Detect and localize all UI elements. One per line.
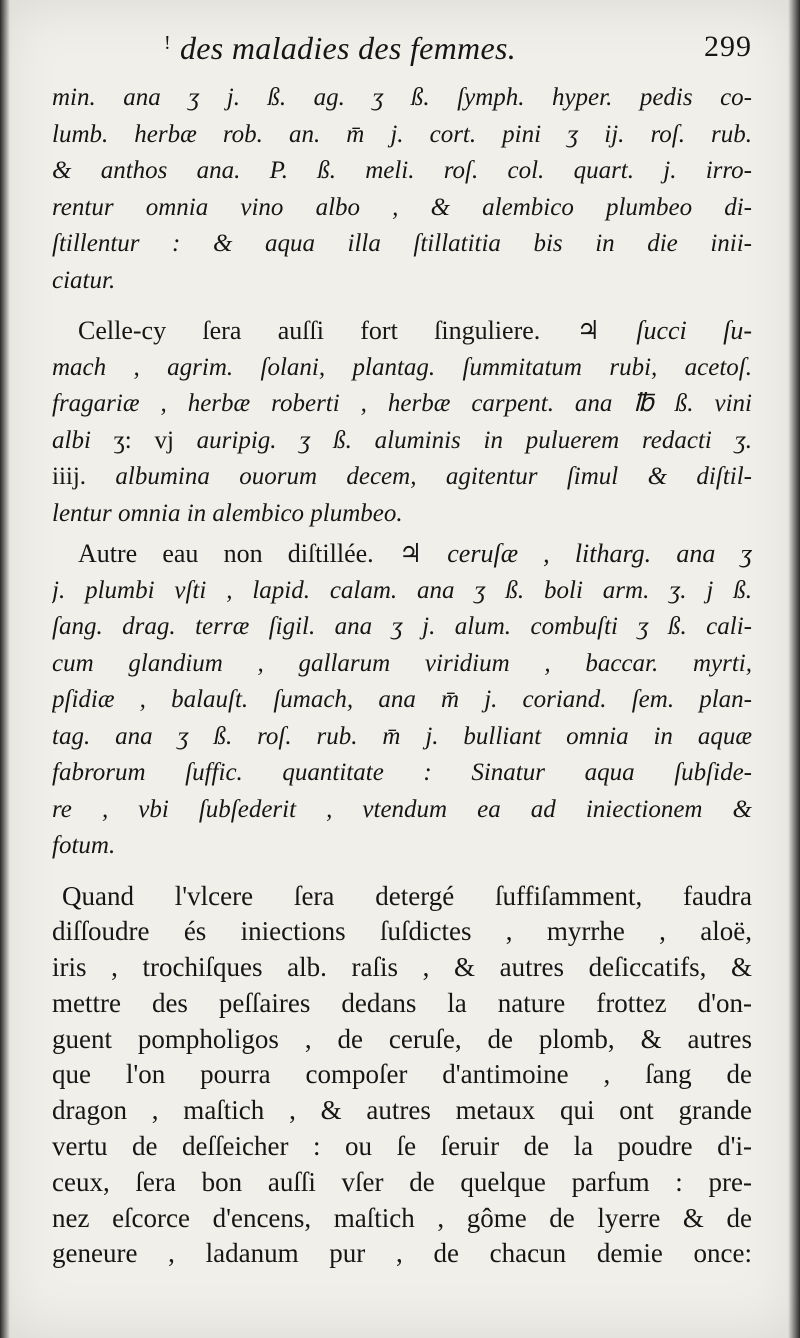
text-run: ſang. drag. terræ ſigil. ana ʒ j. alum. combuſti ʒ ß. cali- bbox=[52, 613, 752, 640]
body-text bbox=[52, 80, 752, 1272]
text-line bbox=[52, 536, 752, 573]
text-run: iiij. bbox=[52, 463, 116, 490]
header-mark: ǃ bbox=[164, 32, 171, 54]
paragraph-celle-cy-recipe bbox=[52, 313, 752, 532]
text-run: ♃ ſucci ſu- bbox=[576, 316, 752, 345]
text-line: vertu de deſſeicher : ou ſe ſeruir de la poudre d'i- bbox=[52, 1131, 752, 1162]
text-line: geneure , ladanum pur , de chacun demie once: bbox=[52, 1238, 752, 1269]
text-run: tag. ana ʒ ß. roſ. rub. m̄ j. bulliant omnia in aquæ bbox=[52, 722, 752, 750]
text-run: Autre eau non diſtillée. bbox=[78, 539, 399, 568]
text-line: ceux, ſera bon auſſi vſer de quelque parfum : pre- bbox=[52, 1166, 752, 1197]
text-line bbox=[52, 350, 752, 387]
text-line bbox=[52, 682, 752, 719]
paragraph-quand-lvlcere bbox=[52, 879, 752, 1273]
text-run: Celle-cy ſera auſſi fort ſinguliere. bbox=[78, 316, 577, 345]
text-line: nez eſcorce d'encens, maſtich , gôme de lyerre & de bbox=[52, 1202, 752, 1233]
text-run: fotum. bbox=[52, 832, 116, 859]
page-header bbox=[150, 30, 752, 74]
text-line: guent pompholigos , de ceruſe, de plomb, & autres bbox=[52, 1023, 752, 1054]
text-line bbox=[52, 755, 752, 792]
page-number: 299 bbox=[704, 30, 752, 63]
text-line: min. ana ʒ j. ß. ag. ʒ ß. ſymph. hyper. pedis co- bbox=[52, 84, 752, 111]
text-line: lumb. herbæ rob. an. m̄ j. cort. pini ʒ ij. roſ. rub. bbox=[52, 120, 752, 148]
text-line: ciatur. bbox=[52, 266, 116, 294]
text-line: Quand l'vlcere ſera detergé ſuffiſamment, faudra bbox=[62, 880, 752, 911]
text-run: auripig. ʒ ß. aluminis in puluerem redacti ʒ. bbox=[196, 426, 752, 454]
text-run: lentur omnia in alembico plumbeo. bbox=[52, 499, 403, 527]
text-line: mettre des peſſaires dedans la nature frottez d'on- bbox=[52, 987, 752, 1018]
text-line: iris , trochiſques alb. raſis , & autres deſiccatifs, & bbox=[52, 952, 752, 983]
text-line: diſſoudre és iniections ſuſdictes , myrrhe , aloë, bbox=[52, 916, 752, 947]
page-edge-shadow-left bbox=[0, 0, 10, 1338]
text-run: cum glandium , gallarum viridium , baccar. myrti, bbox=[52, 649, 752, 677]
text-line: rentur omnia vino albo , & alembico plumbeo di- bbox=[52, 193, 752, 221]
text-line bbox=[52, 609, 752, 646]
text-line: & anthos ana. P. ß. meli. roſ. col. quart. j. irro- bbox=[52, 157, 752, 184]
text-line bbox=[52, 459, 752, 496]
text-run: fabrorum ſuffic. quantitate : Sinatur aqua ſubſide- bbox=[52, 759, 752, 786]
text-line bbox=[52, 313, 752, 350]
paragraph-autre-eau-recipe bbox=[52, 536, 752, 865]
text-line bbox=[52, 386, 752, 423]
text-line bbox=[52, 828, 752, 865]
text-line bbox=[52, 719, 752, 756]
text-run: fragariæ , herbæ roberti , herbæ carpent. ana ℔ ß. vini bbox=[52, 390, 752, 417]
text-line: dragon , maſtich , & autres metaux qui ont grande bbox=[52, 1095, 752, 1126]
running-title: des maladies des femmes. bbox=[180, 30, 517, 66]
text-run: re , vbi ſubſederit , vtendum ea ad iniectionem & bbox=[52, 795, 752, 823]
text-line bbox=[52, 423, 752, 460]
paragraph-latin-recipe-continued bbox=[52, 80, 752, 299]
text-line bbox=[52, 792, 752, 829]
text-line: ſtillentur : & aqua illa ſtillatitia bis in die inii- bbox=[52, 230, 752, 257]
text-run: ♃ ceruſæ , litharg. ana ʒ bbox=[398, 539, 752, 568]
text-run: pſidiæ , balauſt. ſumach, ana m̄ j. coriand. ſem. plan- bbox=[52, 686, 752, 713]
text-run: albumina ouorum decem, agitentur ſimul & diſtil- bbox=[115, 463, 752, 490]
text-run: albi bbox=[52, 426, 114, 454]
text-line bbox=[52, 573, 752, 610]
text-run: ʒ: vj bbox=[113, 426, 197, 454]
text-line: que l'on pourra compoſer d'antimoine , ſang de bbox=[52, 1059, 752, 1090]
text-run: mach , agrim. ſolani, plantag. ſummitatum rubi, acetoſ. bbox=[52, 353, 752, 381]
page-edge-shadow-right bbox=[788, 0, 800, 1338]
text-run: j. plumbi vſti , lapid. calam. ana ʒ ß. boli arm. ʒ. j ß. bbox=[52, 576, 752, 604]
text-line bbox=[52, 496, 752, 533]
text-line bbox=[52, 646, 752, 683]
